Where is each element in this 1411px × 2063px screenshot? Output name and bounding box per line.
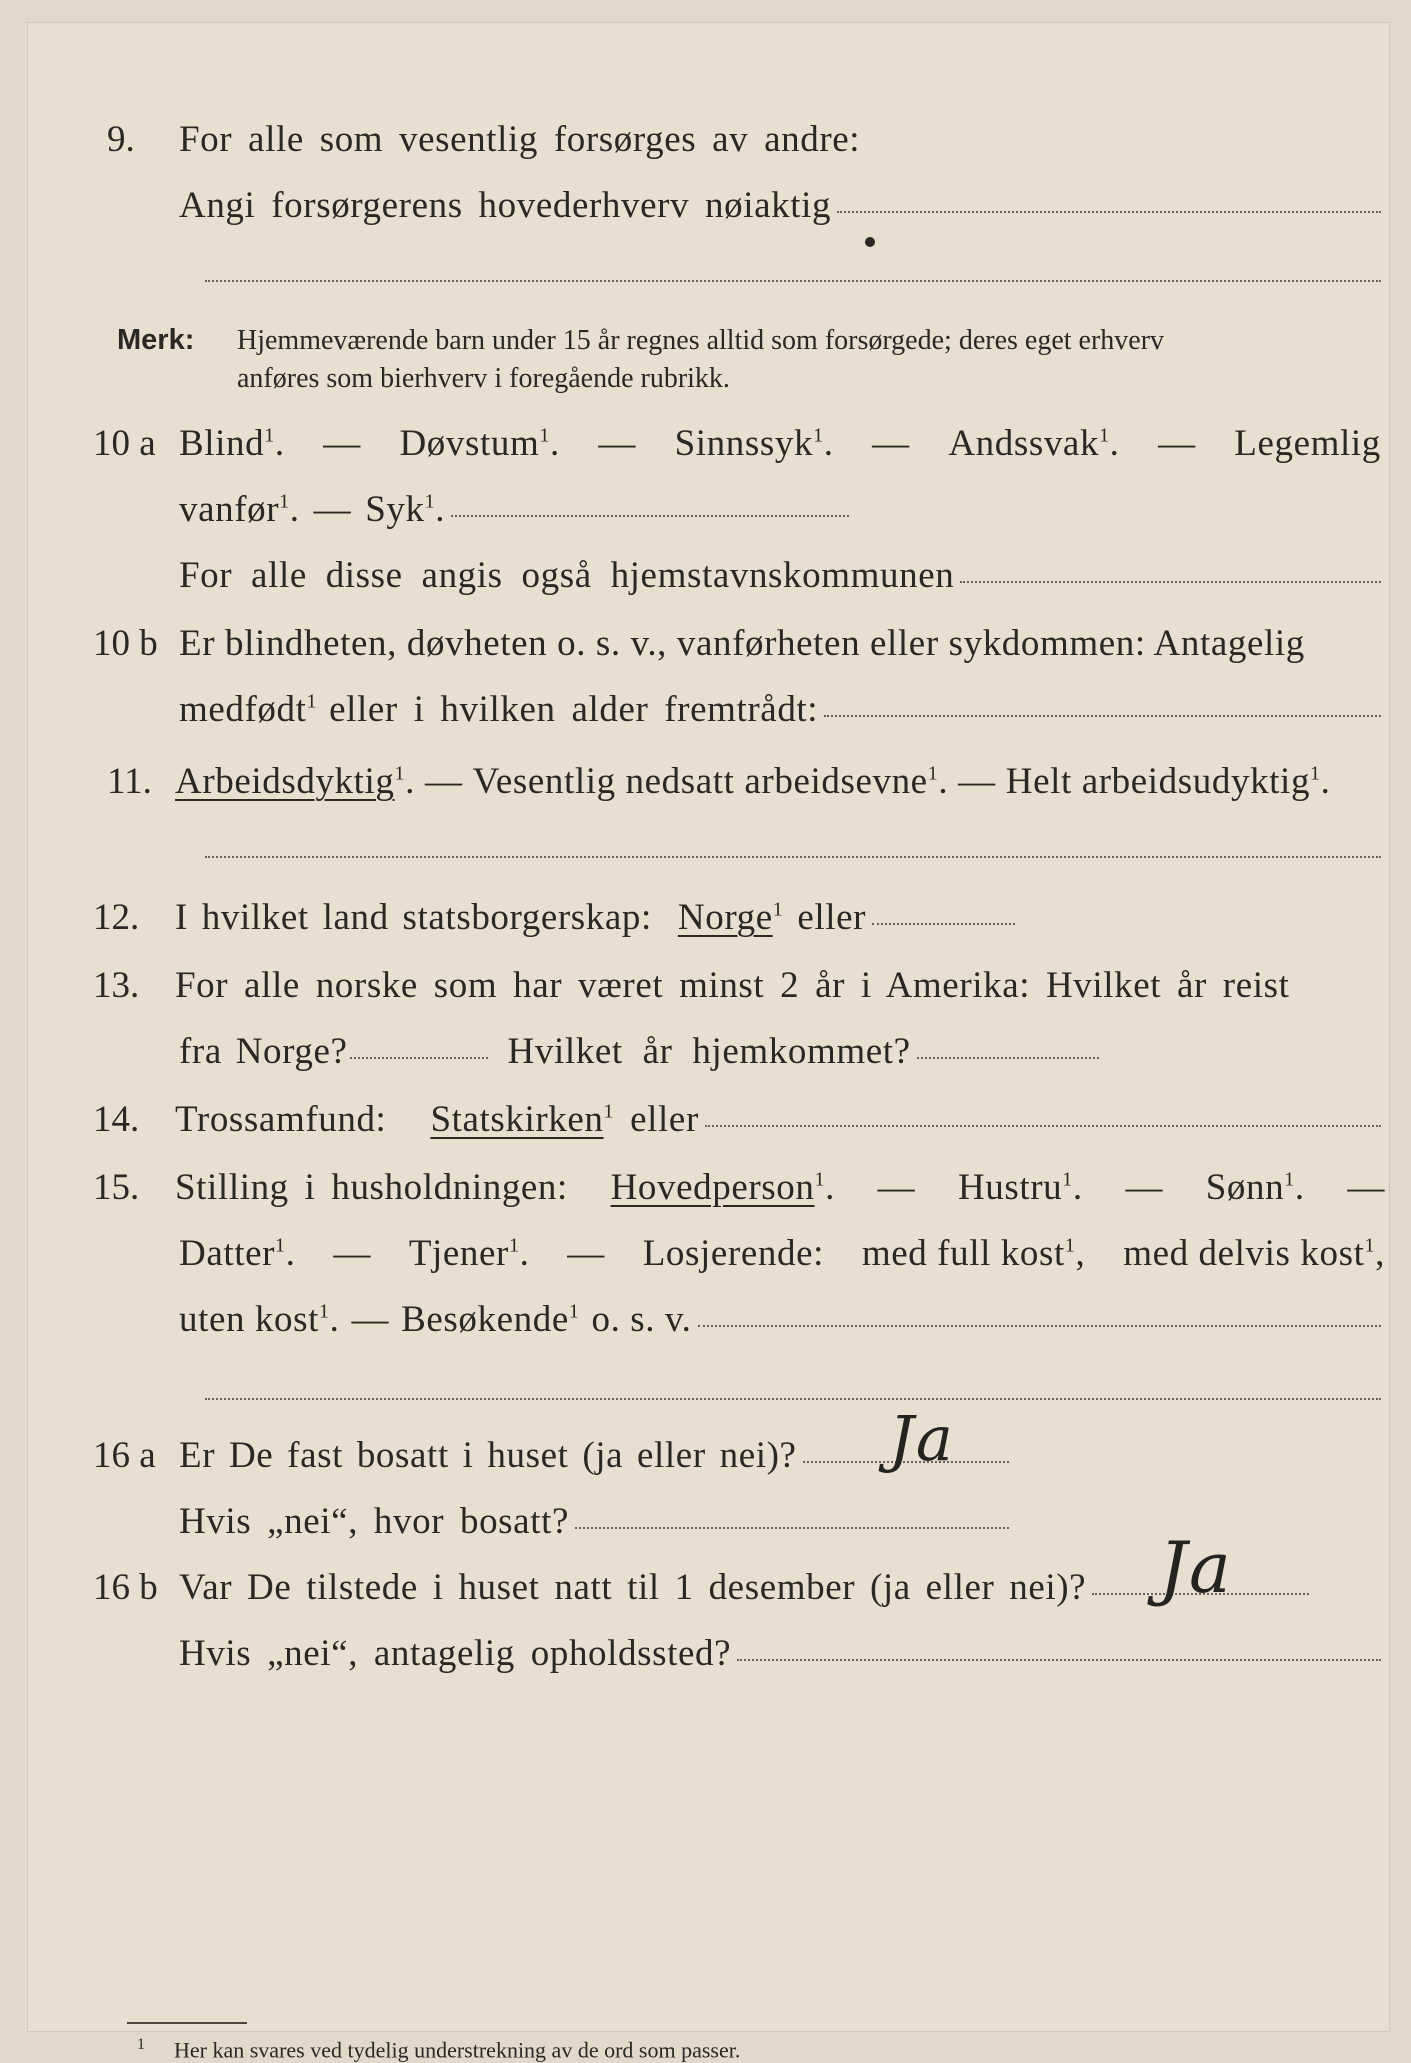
census-form-page (27, 22, 1390, 2063)
q10b-age-label: eller i hvilken alder fremtrådt: (329, 689, 819, 730)
q16a-bosatt-label: Hvis „nei“, hvor bosatt? (179, 1501, 569, 1542)
q13-number: 13. (93, 965, 140, 1006)
dash: — (598, 423, 637, 464)
option-arbeidsdyktig[interactable]: Arbeidsdyktig$^1$. (175, 761, 415, 802)
option-arbeidsudyktig[interactable]: Helt arbeidsudyktig$^1$. (1005, 761, 1331, 802)
q10a-line3 (179, 554, 1381, 597)
footnote-rule (127, 2022, 247, 2024)
option-datter[interactable]: Datter$^1$. (179, 1233, 296, 1274)
option-hovedperson[interactable]: Hovedperson$^1$. (610, 1167, 835, 1208)
q10a-hjemstavn-label: For alle disse angis også hjemstavnskommunen (179, 555, 955, 596)
option-norge[interactable]: Norge$^1$ (677, 897, 784, 938)
dash: — (1347, 1167, 1385, 1208)
hjemstavnskommune-field[interactable] (960, 581, 1381, 583)
option-sonn[interactable]: Sønn$^1$. (1205, 1167, 1305, 1208)
q16b-line1 (179, 1566, 1309, 1609)
q12-question: I hvilket land statsborgerskap: (175, 897, 652, 938)
q16b-line2 (179, 1632, 1381, 1675)
q11-number: 11. (107, 761, 152, 802)
dash: — (877, 1167, 916, 1208)
q9-question-2: Angi forsørgerens hovederhverv nøiaktig (179, 185, 832, 226)
option-uten-kost[interactable]: uten kost$^1$. (179, 1299, 340, 1340)
q14-eller: eller (630, 1099, 699, 1140)
q9-answer-field[interactable] (837, 211, 1381, 213)
q10b-line2 (179, 688, 1381, 731)
option-tjener[interactable]: Tjener$^1$. (408, 1233, 530, 1274)
q14-line1 (175, 1098, 1381, 1141)
q13-reist-label: fra Norge? (179, 1031, 348, 1072)
dash: — (323, 423, 361, 464)
option-sinnssyk[interactable]: Sinnssyk$^1$. (674, 423, 834, 464)
q10a-number: 10 a (93, 423, 156, 464)
q16a-question: Er De fast bosatt i huset (ja eller nei)? (179, 1435, 797, 1476)
dash: — (1125, 1167, 1164, 1208)
q11-answer-line[interactable] (205, 856, 1381, 858)
option-hustru[interactable]: Hustru$^1$. (957, 1167, 1083, 1208)
q16a-line2 (179, 1500, 1009, 1543)
losjerende-label: Losjerende: (642, 1233, 824, 1274)
option-legemlig[interactable]: Legemlig (1234, 423, 1381, 464)
q12-number: 12. (93, 897, 140, 938)
merk-text-1: Hjemmeværende barn under 15 år regnes alltid som forsørgede; deres eget erhverv (237, 325, 1165, 356)
footnote-text: Her kan svares ved tydelig understrekning av de ord som passer. (174, 2037, 741, 2063)
q14-trossamfund-field[interactable] (705, 1125, 1381, 1127)
q16a-number: 16 a (93, 1435, 156, 1476)
q14-number: 14. (93, 1099, 140, 1140)
option-andssvak[interactable]: Andssvak$^1$. (948, 423, 1120, 464)
q10b-line1 (179, 622, 1381, 665)
dash: — (958, 761, 996, 802)
q12-country-field[interactable] (872, 923, 1015, 925)
q10a-answer-field[interactable] (451, 515, 849, 517)
dash: — (333, 1233, 371, 1274)
q16b-opholdssted-label: Hvis „nei“, antagelig opholdssted? (179, 1633, 732, 1674)
dash: — (424, 761, 463, 802)
option-dovstum[interactable]: Døvstum$^1$. (399, 423, 560, 464)
q13-hjemkommet-label: Hvilket år hjemkommet? (507, 1031, 911, 1072)
q13-question: For alle norske som har været minst 2 år i Amerika: Hvilket år reist (175, 965, 1290, 1006)
option-blind[interactable]: Blind$^1$. (179, 423, 285, 464)
q10b-question: Er blindheten, døvheten o. s. v., vanførheten eller sykdommen: Antagelig (179, 623, 1305, 664)
q12-eller: eller (797, 897, 867, 938)
q15-number: 15. (93, 1167, 140, 1208)
q16a-handwritten-answer: Ja (889, 1402, 955, 1475)
q9-question: For alle som vesentlig forsørges av andre: (179, 119, 861, 160)
merk-label: Merk: (117, 324, 195, 356)
q13-line1 (175, 964, 1385, 1007)
option-vanfor[interactable]: vanfør$^1$. (179, 489, 300, 530)
option-delvis-kost[interactable]: med delvis kost$^1$, (1123, 1233, 1385, 1274)
q9-line1 (179, 118, 1079, 161)
q12-line1 (175, 896, 1015, 939)
q9-number: 9. (107, 119, 135, 160)
q13-reist-field[interactable] (350, 1057, 488, 1059)
footnote-mark: 1 (137, 2036, 145, 2053)
osv-text: o. s. v. (591, 1299, 692, 1340)
dash: — (313, 489, 352, 530)
dash: — (1158, 423, 1196, 464)
q16a-bosatt-field[interactable] (575, 1527, 1009, 1529)
dash: — (567, 1233, 605, 1274)
footnote (137, 2036, 740, 2063)
q10a-line2 (179, 488, 849, 531)
q15-stilling-field[interactable] (698, 1325, 1381, 1327)
q10a-line1 (179, 422, 1381, 465)
q9-line2 (179, 184, 1381, 227)
q16b-opholdssted-field[interactable] (737, 1659, 1381, 1661)
q15-line3 (179, 1298, 1381, 1341)
q13-hjemkommet-field[interactable] (917, 1057, 1099, 1059)
q16b-question: Var De tilstede i huset natt til 1 desember (ja eller nei)? (179, 1567, 1087, 1608)
option-statskirken[interactable]: Statskirken$^1$ (430, 1099, 615, 1140)
q15-line2 (179, 1232, 1385, 1275)
dash: — (872, 423, 910, 464)
q15-question: Stilling i husholdningen: (175, 1167, 568, 1208)
q10b-number: 10 b (93, 623, 158, 664)
option-syk[interactable]: Syk$^1$. (365, 489, 446, 530)
option-besokende[interactable]: Besøkende$^1$ (401, 1299, 580, 1340)
option-nedsatt-arbeidsevne[interactable]: Vesentlig nedsatt arbeidsevne$^1$. (472, 761, 949, 802)
q9-answer-line-2[interactable] (205, 280, 1381, 282)
q15-answer-line[interactable] (205, 1398, 1381, 1400)
ink-dot (865, 237, 875, 247)
q10b-age-field[interactable] (824, 715, 1381, 717)
q11-line1 (175, 760, 1385, 803)
q14-question: Trossamfund: (175, 1099, 387, 1140)
q16b-number: 16 b (93, 1567, 158, 1608)
q15-line1 (175, 1166, 1385, 1209)
option-full-kost[interactable]: med full kost$^1$, (861, 1233, 1086, 1274)
q16a-line1 (179, 1434, 1009, 1477)
q16b-handwritten-answer: Ja (1159, 1527, 1233, 1609)
dash: — (351, 1299, 390, 1340)
merk-text-2: anføres som bierhverv i foregående rubrikk. (237, 363, 730, 394)
q13-line2 (179, 1030, 1099, 1073)
option-medfodt[interactable]: medfødt$^1$ (179, 689, 318, 730)
